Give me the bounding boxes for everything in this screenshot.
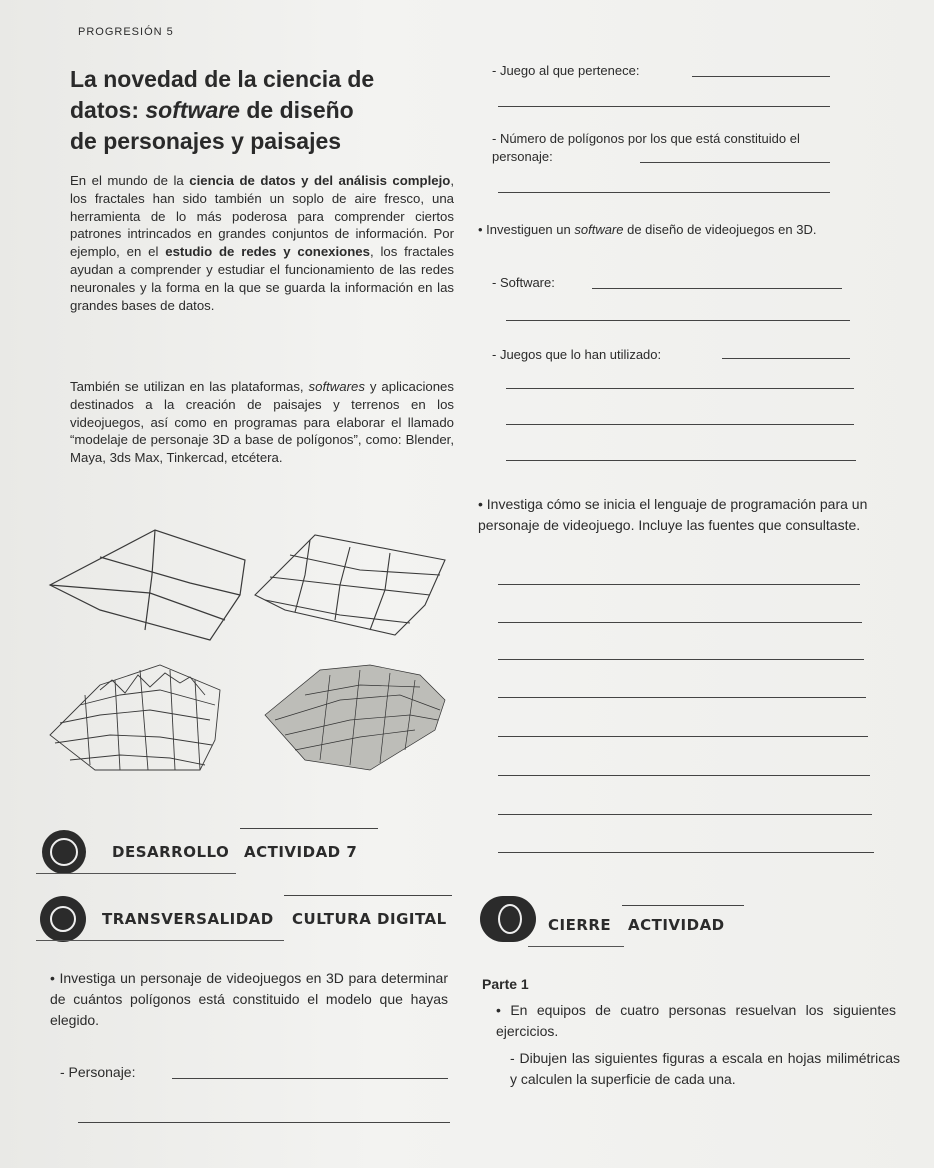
answer-line[interactable] [506,320,850,321]
answer-line[interactable] [498,106,830,107]
section-underline [528,946,624,947]
progression-label: PROGRESIÓN 5 [78,26,174,38]
poligonos-answer-line[interactable] [640,162,830,163]
software-label: - Software: [492,275,555,290]
software-answer-line[interactable] [592,288,842,289]
bullet-investiga-personaje: • Investiga un personaje de videojuegos en 3D para determinar de cuántos polígonos está constituido el modelo que hayas elegido. [50,970,448,1028]
desarrollo-label: DESARROLLO [112,843,230,861]
answer-line[interactable] [498,852,874,853]
answer-line[interactable] [498,814,872,815]
fractal-grid-subdivided [255,535,445,635]
dibujen-instruction: - Dibujen las siguientes figuras a escala en hojas milimétricas y calculen la superficie de cada una. [510,1050,900,1087]
actividad-7-label: ACTIVIDAD 7 [244,843,358,861]
juego-answer-line[interactable] [692,76,830,77]
parte-1-heading: Parte 1 [482,976,529,992]
personaje-answer-line[interactable] [172,1078,448,1079]
section-top-line [284,895,452,896]
answer-line[interactable] [78,1122,450,1123]
juego-label: - Juego al que pertenece: [492,63,640,78]
personaje-label: - Personaje: [60,1064,136,1080]
intro-paragraph-1: En el mundo de la ciencia de datos y del análisis complejo, los fractales han sido también un soplo de aire fresco, una herramienta de lo más poderosa para comprender ciertos patrones intrincados en grandes conjuntos de información. Por ejemplo, en el estudio de redes y conexiones, los fractales ayudan a comprender y estudiar el funcionamiento de las redes neuronales y la forma en la que se guarda la información en las grandes bases de datos. [70,173,454,313]
page-title [70,64,460,157]
fractal-terrain-mesh [50,665,220,770]
transversalidad-badge-icon [40,896,86,942]
juegos-answer-line[interactable] [722,358,850,359]
bullet-investiga-lenguaje: • Investiga cómo se inicia el lenguaje de programación para un personaje de videojuego. Incluye las fuentes que consultaste. [478,496,868,533]
answer-line[interactable] [498,192,830,193]
cultura-digital-label: CULTURA DIGITAL [292,910,447,928]
cierre-label: CIERRE [548,916,612,934]
answer-line[interactable] [498,622,862,623]
title-line-3: de personajes y paisajes [70,128,342,154]
answer-line[interactable] [506,388,854,389]
section-underline [36,940,284,941]
section-top-line [240,828,378,829]
title-line-2: datos: software de diseño [70,97,354,123]
section-top-line [622,905,744,906]
intro-paragraph-2: También se utilizan en las plataformas, softwares y aplicaciones destinados a la creación de paisajes y terrenos en los videojuegos, así como en programas para elaborar el llamado “modelaje de personaje 3D a base de polígonos”, como: Blender, Maya, 3ds Max, Tinkercad, etcétera. [70,379,454,466]
answer-line[interactable] [506,424,854,425]
answer-line[interactable] [498,736,868,737]
bullet-investiguen: • Investiguen un software de diseño de videojuegos en 3D. [478,222,817,237]
actividad-label: ACTIVIDAD [628,916,725,934]
answer-line[interactable] [498,584,860,585]
poligonos-label: - Número de polígonos por los que está constituido el personaje: [492,131,800,164]
answer-line[interactable] [498,697,866,698]
juegos-label: - Juegos que lo han utilizado: [492,347,662,362]
answer-line[interactable] [498,659,864,660]
bullet-equipos: • En equipos de cuatro personas resuelvan los siguientes ejercicios. [496,1002,897,1039]
cierre-badge-icon [480,896,536,942]
fractal-illustrations [40,515,480,790]
fractal-dense-terrain [265,665,445,770]
desarrollo-badge-icon [42,830,86,874]
fractal-grid-simple [50,530,245,640]
transversalidad-label: TRANSVERSALIDAD [102,910,274,928]
answer-line[interactable] [506,460,856,461]
answer-line[interactable] [498,775,870,776]
title-line-1: La novedad de la ciencia de [70,66,375,92]
section-underline [36,873,236,874]
